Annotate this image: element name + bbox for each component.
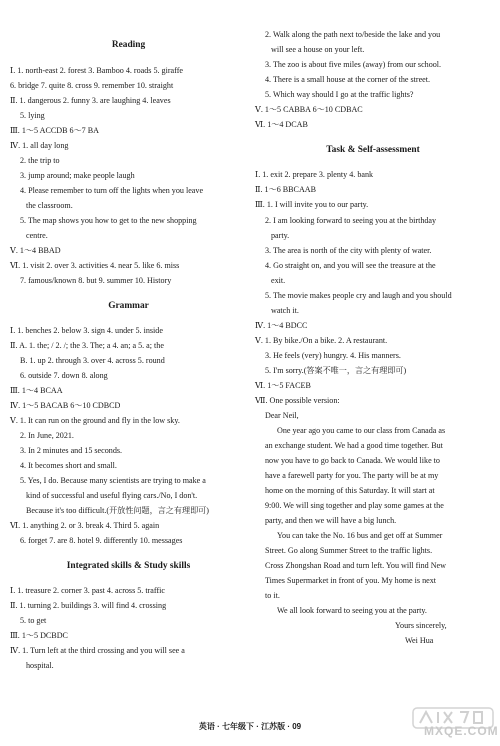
answer-line: Ⅲ. 1. I will invite you to our party. bbox=[255, 200, 369, 209]
answer-line: 5. Yes, I do. Because many scientists are trying to make a bbox=[20, 476, 206, 485]
answer-line: Ⅰ. 1. north-east 2. forest 3. Bamboo 4. roads 5. giraffe bbox=[10, 66, 183, 75]
answer-line: Ⅱ. 1～6 BBCAAB bbox=[255, 185, 317, 194]
answer-line: 5. The map shows you how to get to the new shopping bbox=[20, 216, 197, 225]
answer-line: centre. bbox=[26, 231, 48, 240]
answer-line: Ⅱ. 1. turning 2. buildings 3. will find 4. crossing bbox=[10, 601, 167, 610]
section-heading: Reading bbox=[111, 40, 146, 50]
answer-line: Because it's too difficult.(开放性问题，言之有理即可) bbox=[26, 506, 209, 515]
answer-line: Ⅳ. 1～4 BDCC bbox=[255, 321, 308, 330]
answer-line: Ⅰ. 1. exit 2. prepare 3. plenty 4. bank bbox=[255, 170, 374, 179]
answer-line: hospital. bbox=[26, 661, 54, 670]
answer-line: Ⅳ. 1～5 BACAB 6～10 CDBCD bbox=[10, 401, 121, 410]
answer-line: You can take the No. 16 bus and get off at Summer bbox=[277, 531, 443, 540]
answer-line: 9:00. We will sing together and play some games at the bbox=[265, 501, 444, 510]
answer-line: Yours sincerely, bbox=[395, 621, 447, 630]
answer-line: Ⅲ. 1～5 ACCDB 6～7 BA bbox=[10, 126, 99, 135]
answer-line: Ⅶ. One possible version: bbox=[255, 396, 340, 405]
answer-line: 3. In 2 minutes and 15 seconds. bbox=[20, 446, 123, 455]
answer-line: B. 1. up 2. through 3. over 4. across 5. round bbox=[20, 356, 165, 365]
answer-line: kind of successful and useful flying cars./No, I don't. bbox=[26, 491, 198, 500]
answer-line: Ⅳ. 1. Turn left at the third crossing and you will see a bbox=[10, 646, 185, 655]
answer-line: Ⅵ. 1～5 FACEB bbox=[255, 381, 311, 390]
answer-line: 5. The movie makes people cry and laugh and you should bbox=[265, 291, 452, 300]
answer-line: 4. Please remember to turn off the lights when you leave bbox=[20, 186, 204, 195]
section-heading: Task & Self-assessment bbox=[326, 145, 420, 155]
answer-line: Ⅴ. 1～4 BBAD bbox=[10, 246, 61, 255]
answer-line: Ⅵ. 1. visit 2. over 3. activities 4. near 5. like 6. miss bbox=[10, 261, 180, 270]
answer-line: Street. Go along Summer Street to the traffic lights. bbox=[265, 546, 433, 555]
answer-line: Dear Neil, bbox=[265, 411, 299, 420]
answer-line: 6. forget 7. are 8. hotel 9. differently 10. messages bbox=[20, 536, 183, 545]
answer-line: an exchange student. We had a good time together. But bbox=[265, 441, 443, 450]
answer-line: 5. I'm sorry.(答案不唯一，言之有理即可) bbox=[265, 366, 407, 375]
answer-line: Times Supermarket in front of you. My home is next bbox=[265, 576, 437, 585]
answer-line: 2. I am looking forward to seeing you at the birthday bbox=[265, 216, 437, 225]
answer-line: Ⅴ. 1. It can run on the ground and fly in the low sky. bbox=[10, 416, 180, 425]
answer-line: to it. bbox=[265, 591, 280, 600]
section-heading: Grammar bbox=[108, 301, 149, 311]
answer-line: Ⅲ. 1～4 BCAA bbox=[10, 386, 63, 395]
answer-line: 4. There is a small house at the corner of the street. bbox=[265, 75, 431, 84]
answer-line: Ⅵ. 1. anything 2. or 3. break 4. Third 5. again bbox=[10, 521, 160, 530]
answer-line: Ⅵ. 1～4 DCAB bbox=[255, 120, 308, 129]
answer-line: party, and then we will have a big lunch. bbox=[265, 516, 397, 525]
answer-line: 4. It becomes short and small. bbox=[20, 461, 117, 470]
answer-line: Ⅳ. 1. all day long bbox=[10, 141, 69, 150]
answer-line: 2. In June, 2021. bbox=[20, 431, 74, 440]
answer-line: watch it. bbox=[271, 306, 299, 315]
answer-line: 4. Go straight on, and you will see the treasure at the bbox=[265, 261, 436, 270]
answer-line: Ⅰ. 1. benches 2. below 3. sign 4. under 5. inside bbox=[10, 326, 163, 335]
answer-line: will see a house on your left. bbox=[271, 45, 365, 54]
answer-line: 5. Which way should I go at the traffic lights? bbox=[265, 90, 414, 99]
answer-line: Cross Zhongshan Road and turn left. You will find New bbox=[265, 561, 446, 570]
answer-line: party. bbox=[271, 231, 290, 240]
answer-line: 5. to get bbox=[20, 616, 47, 625]
answer-line: 5. lying bbox=[20, 111, 45, 120]
answer-line: now you have to go back to Canada. We would like to bbox=[265, 456, 440, 465]
watermark-text: MXQE.COM bbox=[424, 724, 499, 738]
answer-line: Ⅲ. 1～5 DCBDC bbox=[10, 631, 68, 640]
answer-line: 3. The area is north of the city with plenty of water. bbox=[265, 246, 432, 255]
section-heading: Integrated skills & Study skills bbox=[66, 561, 191, 571]
answer-line: Ⅱ. 1. dangerous 2. funny 3. are laughing 4. leaves bbox=[10, 96, 171, 105]
answer-line: have a farewell party for you. The party will be at my bbox=[265, 471, 439, 480]
answer-line: Wei Hua bbox=[405, 636, 434, 645]
answer-line: 2. Walk along the path next to/beside the lake and you bbox=[265, 30, 441, 39]
answer-line: 7. famous/known 8. but 9. summer 10. History bbox=[20, 276, 172, 285]
page-footer: 英语 · 七年级下 · 江苏版 · 09 bbox=[198, 722, 302, 731]
answer-line: Ⅴ. 1. By bike./On a bike. 2. A restaurant. bbox=[255, 336, 388, 345]
answer-line: 2. the trip to bbox=[20, 156, 60, 165]
answer-line: exit. bbox=[271, 276, 286, 285]
answer-line: 6. bridge 7. quite 8. cross 9. remember 10. straight bbox=[10, 81, 174, 90]
answer-line: Ⅰ. 1. treasure 2. corner 3. past 4. across 5. traffic bbox=[10, 586, 165, 595]
answer-line: We all look forward to seeing you at the party. bbox=[277, 606, 427, 615]
answer-line: One year ago you came to our class from Canada as bbox=[277, 426, 446, 435]
answer-line: 3. He feels (very) hungry. 4. His manners. bbox=[265, 351, 401, 360]
answer-line: the classroom. bbox=[26, 201, 73, 210]
answer-line: Ⅱ. A. 1. the; / 2. /; the 3. The; a 4. an; a 5. a; the bbox=[10, 341, 164, 350]
answer-line: 3. jump around; make people laugh bbox=[20, 171, 135, 180]
answer-line: 3. The zoo is about five miles (away) from our school. bbox=[265, 60, 442, 69]
answer-line: Ⅴ. 1～5 CABBA 6～10 CDBAC bbox=[255, 105, 363, 114]
answer-line: 6. outside 7. down 8. along bbox=[20, 371, 108, 380]
answer-line: home on the morning of this Saturday. It will start at bbox=[265, 486, 435, 495]
